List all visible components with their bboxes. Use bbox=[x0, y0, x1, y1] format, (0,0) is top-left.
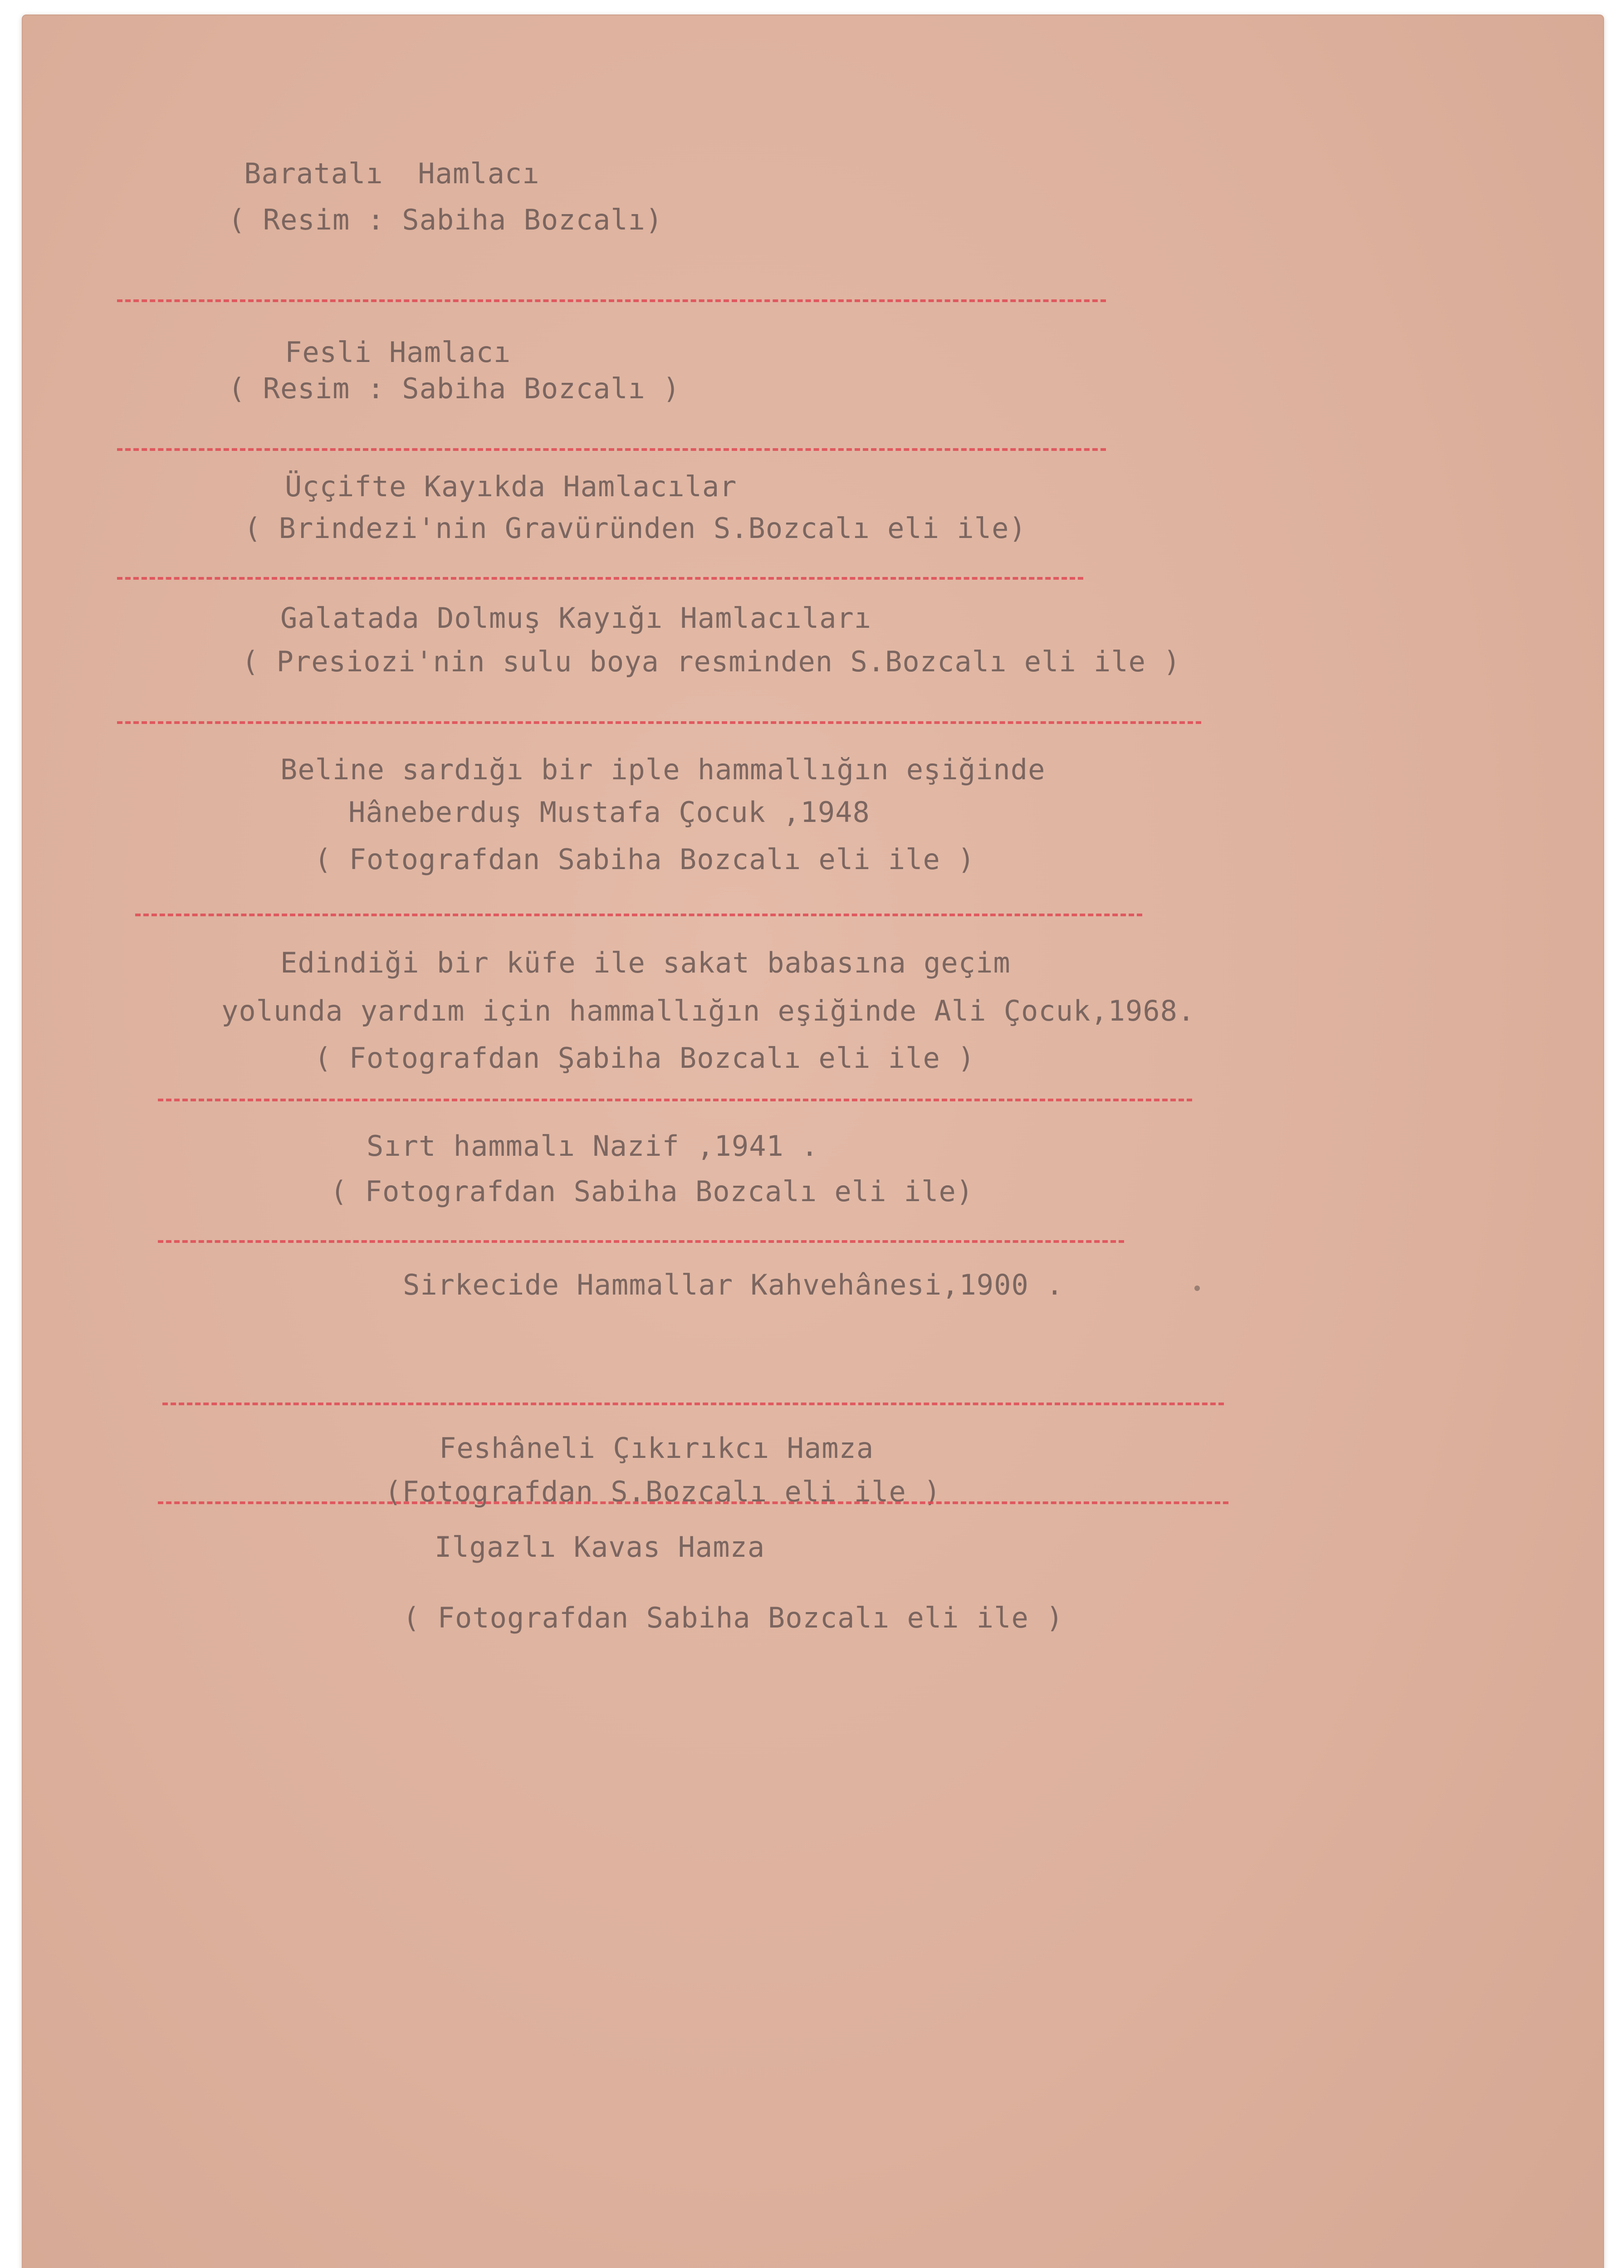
caption-credit: ( Fotografdan Sabiha Bozcalı eli ile) bbox=[330, 1175, 974, 1208]
caption-credit: ( Fotografdan Şabiha Bozcalı eli ile ) bbox=[314, 1041, 975, 1075]
separator-line bbox=[117, 299, 1106, 302]
caption-title: Feshâneli Çıkırıkcı Hamza bbox=[439, 1432, 874, 1465]
caption-credit: ( Resim : Sabiha Bozcalı) bbox=[228, 203, 663, 236]
ink-speck bbox=[1194, 1286, 1200, 1291]
caption-title: Sırt hammalı Nazif ,1941 . bbox=[367, 1129, 819, 1163]
separator-line bbox=[117, 577, 1083, 580]
separator-line bbox=[158, 1240, 1124, 1243]
separator-line bbox=[135, 914, 1142, 916]
caption-title: Üççifte Kayıkda Hamlacılar bbox=[285, 470, 737, 503]
caption-credit: (Fotografdan S.Bozcalı eli ile ) bbox=[385, 1475, 941, 1508]
caption-title: Sirkecide Hammallar Kahvehânesi,1900 . bbox=[403, 1268, 1064, 1301]
caption-title: Ilgazlı Kavas Hamza bbox=[435, 1530, 765, 1564]
caption-title: Galatada Dolmuş Kayığı Hamlacıları bbox=[280, 601, 872, 635]
caption-title: Baratalı Hamlacı bbox=[244, 157, 540, 190]
caption-credit: ( Brindezi'nin Gravüründen S.Bozcalı eli ile) bbox=[244, 512, 1027, 545]
separator-line bbox=[158, 1501, 1228, 1504]
caption-credit: ( Fotografdan Sabiha Bozcalı eli ile ) bbox=[403, 1601, 1064, 1634]
typed-sheet bbox=[22, 15, 1604, 2268]
separator-line bbox=[117, 448, 1106, 451]
caption-credit: ( Presiozi'nin sulu boya resminden S.Bozcalı eli ile ) bbox=[242, 645, 1181, 678]
caption-line: yolunda yardım için hammallığın eşiğinde Ali Çocuk,1968. bbox=[221, 994, 1195, 1027]
caption-line: Hâneberduş Mustafa Çocuk ,1948 bbox=[348, 796, 870, 829]
separator-line bbox=[162, 1403, 1224, 1405]
separator-line bbox=[158, 1099, 1192, 1101]
separator-line bbox=[117, 721, 1201, 724]
caption-credit: ( Resim : Sabiha Bozcalı ) bbox=[228, 372, 680, 405]
caption-title: Fesli Hamlacı bbox=[285, 336, 511, 369]
caption-line: Beline sardığı bir iple hammallığın eşiğinde bbox=[280, 753, 1046, 786]
caption-credit: ( Fotografdan Sabiha Bozcalı eli ile ) bbox=[314, 843, 975, 876]
caption-line: Edindiği bir küfe ile sakat babasına geçim bbox=[280, 946, 1011, 979]
